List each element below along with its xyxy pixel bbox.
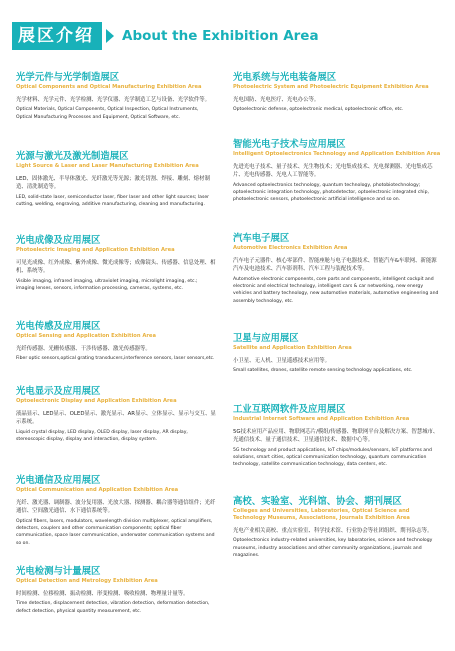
section-optoelectronic-display xyxy=(16,386,216,443)
section-title-en: Optical Components and Optical Manufacturing Exhibition Area xyxy=(16,84,202,90)
section-title-cn: 光电显示及应用展区 xyxy=(16,386,101,397)
section-title-en: Light Source & Laser and Laser Manufacturing Exhibition Area xyxy=(16,163,199,169)
section-title-en: Automotive Electronics Exhibition Area xyxy=(233,245,348,251)
section-optical-sensing xyxy=(16,321,216,363)
section-desc-en: Visible imaging, infrared imaging, ultraviolet imaging, microlight imaging, etc.; imaging lenses, sensors, information processing, cameras, systems, etc. xyxy=(16,278,198,292)
section-desc-cn: LED、固体激光、半导体激光、光纤激光等光源；激光切割、焊接、雕刻、熔材制造、清洗制造等。 xyxy=(16,176,210,191)
section-desc-en: Optoelectronics industry-related universities, key laboratories, science and technology museums, industry associations and other community organizations, journals and magazines. xyxy=(233,538,433,558)
section-optical-detection xyxy=(16,566,216,615)
section-industrial-internet xyxy=(233,404,441,469)
section-desc-en: 5G technology and product applications, IoT chips/modules/sensors, IoT platforms and solutions, smart cities, optical communication technology, quantum communication technology, satellite communication technology, data centers, etc. xyxy=(233,447,432,468)
section-title-cn: 光源与激光及激光制造展区 xyxy=(16,151,129,162)
header-arrow-icon xyxy=(106,29,114,43)
section-title-cn: 智能光电子技术与应用展区 xyxy=(233,139,346,150)
section-title-cn: 卫星与应用展区 xyxy=(233,333,299,344)
section-title-en: Optical Communication and Application Exhibition Area xyxy=(16,487,179,493)
section-desc-cn: 汽车电子元器件、核心零部件、智能座舱与电子电器技术、智能汽车&车联网、新能源汽车及电池技术、汽车影剂科、汽车工程与装配技术等。 xyxy=(233,258,437,273)
section-title-en: Photoelectric System and Photoelectric Equipment Exhibition Area xyxy=(233,84,429,90)
section-colleges-universities xyxy=(233,496,441,559)
section-title-en: Intelligent Optoelectronics Technology and Application Exhibition Area xyxy=(233,151,441,157)
section-desc-cn: 液晶显示、LED显示、OLED显示、激光显示、AR显示、立体显示、显示与交互、显示系统。 xyxy=(16,411,216,426)
section-desc-en: Liquid crystal display, LED display, OLED display, laser display, AR display, stereoscopic display, display and interaction, display system. xyxy=(16,429,188,443)
section-title-en: Industrial Internet Software and Application Exhibition Area xyxy=(233,416,410,422)
section-title-en: Photoelectric Imaging and Application Exhibition Area xyxy=(16,247,175,253)
section-title-cn: 光电检测与计量展区 xyxy=(16,566,101,577)
section-title-cn: 光电系统与光电装备展区 xyxy=(233,72,337,83)
section-title-en: Satellite and Application Exhibition Area xyxy=(233,345,352,351)
section-desc-cn: 光纤、激光器、调制器、波分复用器、光放大器、探测器、耦合器等通信组件；光纤通信、空间激光通信、水下通信系统等。 xyxy=(16,500,216,515)
section-title-cn: 光电通信及应用展区 xyxy=(16,475,101,486)
section-photoelectric-system xyxy=(233,72,441,114)
section-title-cn: 光电传感及应用展区 xyxy=(16,321,101,332)
section-title-cn: 高校、实验室、光科馆、协会、期刊展区 xyxy=(233,496,402,507)
section-desc-en: Small satellites, drones, satellite remote sensing technology applications, etc. xyxy=(233,368,413,374)
section-desc-cn: 小卫星、无人机、卫星遥感技术应用等。 xyxy=(233,358,331,364)
section-title-en: Colleges and Universities, Laboratories, Optical Science and Technology Museums, Associations, Journals Exhibition Area xyxy=(233,508,410,521)
section-desc-en: LED, solid-state laser, semiconductor laser, fiber laser and other light sources; laser cutting, welding, engraving, additive manufacturing, cleaning and manufacturing. xyxy=(16,194,210,208)
page-header xyxy=(12,22,412,50)
section-light-source-laser xyxy=(16,151,216,208)
section-title-cn: 光学元件与光学制造展区 xyxy=(16,72,120,83)
section-desc-cn: 5G技术应用产品应用、物联网芯片/模组/传感器、物联网平台及解决方案、智慧城市、光通信技术、量子通信技术、卫星通信技术、数据中心等。 xyxy=(233,429,439,444)
section-title-cn: 光电成像及应用展区 xyxy=(16,235,101,246)
section-desc-en: Optical Materials, Optical Components, Optical Inspection, Optical Instruments, Optical Manufacturing Processes and Equipment, Optical Software, etc. xyxy=(16,107,199,120)
section-desc-en: Optoelectronic defense, optoelectronic medical, optoelectronic office, etc. xyxy=(233,107,404,113)
section-desc-cn: 光学材料、光学元件、光学检测、光学仪器、光学制造工艺与设备、光学软件等。 xyxy=(16,97,211,103)
section-title-en: Optoelectronic Display and Application Exhibition Area xyxy=(16,398,177,404)
section-title-en: Optical Detection and Metrology Exhibition Area xyxy=(16,578,158,584)
section-desc-cn: 先进光电子技术、量子技术、光生物技术；光电集成技术、光电探测器、光电集成芯片、光电传感器、光电人工智能等。 xyxy=(233,164,433,179)
section-desc-cn: 时间检测、位移检测、振动检测、形变检测、吸收检测、物理量计量等。 xyxy=(16,591,189,597)
section-optical-components xyxy=(16,72,216,121)
section-title-cn: 汽车电子展区 xyxy=(233,233,290,244)
section-desc-en: Fiber optic sensors,optical grating transducers,interference sensors, laser sensors,etc. xyxy=(16,356,215,362)
section-desc-en: Optical fibers, lasers, modulators, wavelength division multiplexer, optical amplifiers, detectors, couplers and other communication components; optical fiber communication, space laser communication, underwater communication systems and so on. xyxy=(16,518,215,546)
section-desc-cn: 光纤传感器、光栅传感器、干涉传感器、激光传感器等。 xyxy=(16,346,151,352)
section-desc-en: Advanced optoelectronics technology, quantum technology, photobiotechnology; optoelectronic integration technology, photodetector, optoelectronic integrated chip, photoelectronic sensors, photoelectronic artificial intelligence and so on. xyxy=(233,182,429,203)
header-badge xyxy=(12,22,102,50)
section-title-en: Optical Sensing and Application Exhibition Area xyxy=(16,333,156,339)
header-title-en: About the Exhibition Area xyxy=(122,28,319,44)
section-desc-cn: 可见光成像、红外成像、紫外成像、微光成像等；成像镜头、传感器、信息处理、相机、系统等。 xyxy=(16,260,216,275)
section-optical-communication xyxy=(16,475,216,547)
section-satellite xyxy=(233,333,441,375)
section-desc-cn: 光电国防、光电医疗、光电办公等。 xyxy=(233,97,320,103)
section-intelligent-optoelectronics xyxy=(233,139,441,204)
section-desc-en: Time detection, displacement detection, vibration detection, deformation detection, defect detection, physical quantity measurement, etc. xyxy=(16,601,210,614)
section-desc-cn: 光电产业相关高校、重点实验室、科学技术馆、行业协会等社团组织、期刊杂志等。 xyxy=(233,528,433,534)
section-photoelectric-imaging xyxy=(16,235,216,292)
header-title-cn: 展区介绍 xyxy=(18,26,94,46)
section-automotive-electronics xyxy=(233,233,441,305)
section-title-cn: 工业互联网软件及应用展区 xyxy=(233,404,346,415)
section-desc-en: Automotive electronic components, core parts and components, intelligent cockpit and electronic and electrical technology, intelligent cars & car networking, new energy vehicles and battery technology, new automotive materials, automotive engineering and assembly technology, etc. xyxy=(233,276,439,304)
